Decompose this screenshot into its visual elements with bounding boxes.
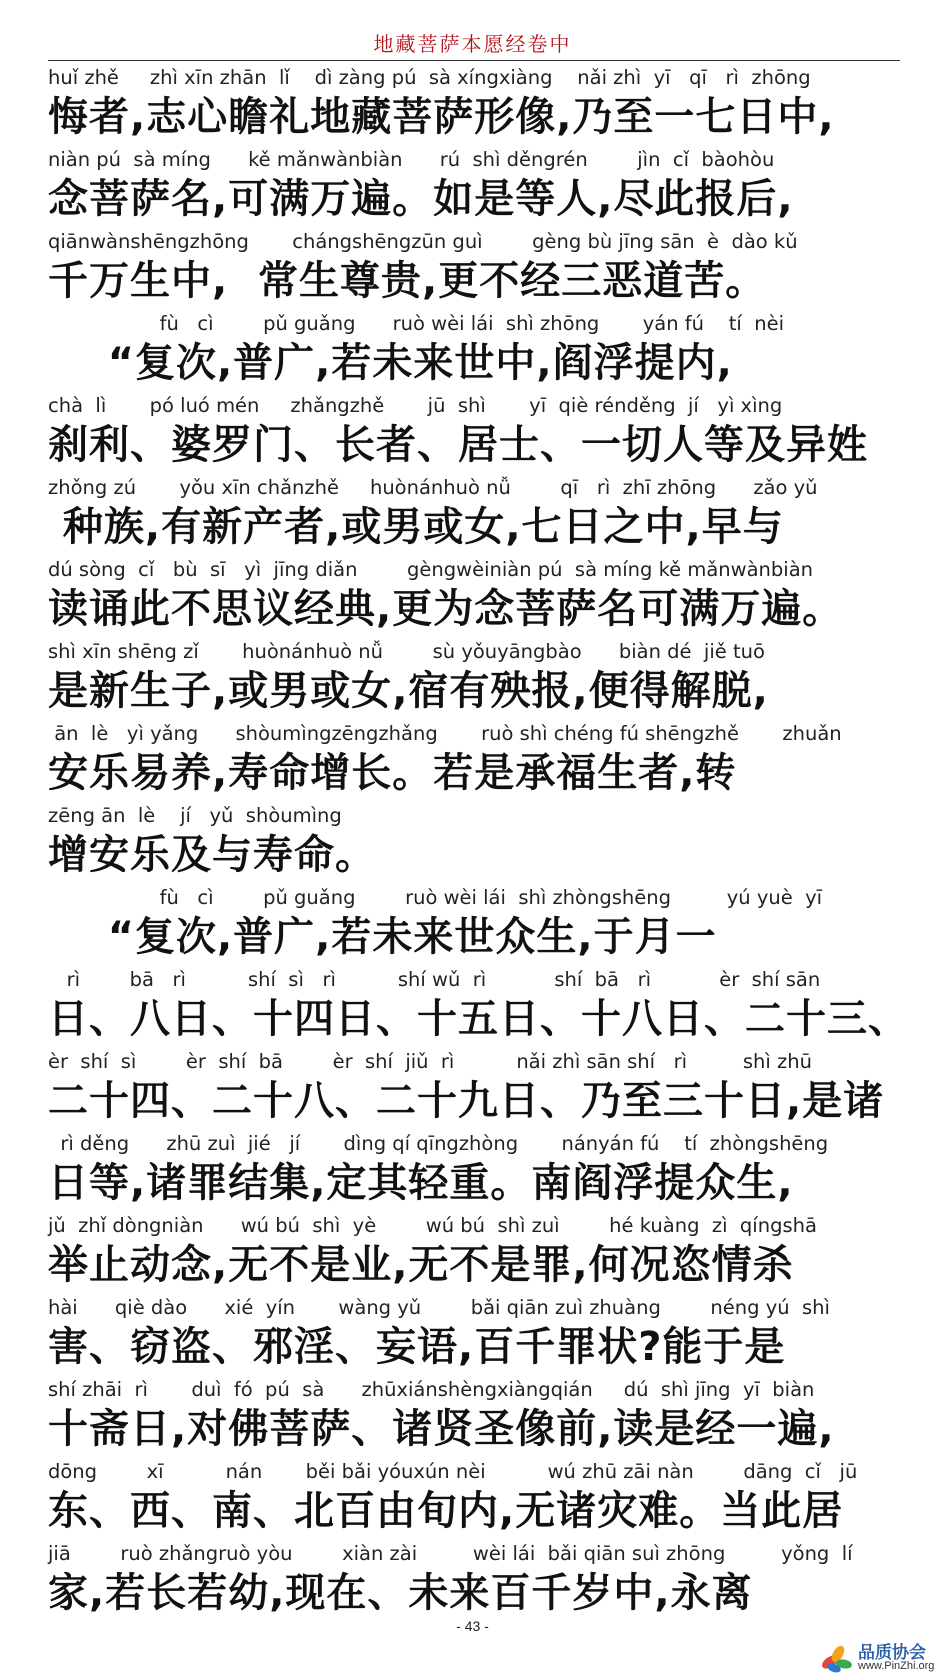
text-line	[48, 886, 908, 968]
scripture-text-block	[48, 66, 908, 1624]
text-line	[48, 1132, 908, 1214]
header-divider	[48, 60, 900, 61]
chinese-text: 刹利、婆罗门、长者、居士、一切人等及异姓	[48, 422, 868, 468]
watermark-title: 品质协会	[858, 1643, 926, 1663]
pinyin-annotation: shí zhāi rì duì fó pú sà zhūxiánshèngxiàngqián dú shì jīng yī biàn	[48, 1378, 815, 1401]
chinese-text: 举止动念,无不是业,无不是罪,何况恣情杀	[48, 1242, 794, 1288]
pinyin-annotation: shì xīn shēng zǐ huònánhuò nǚ sù yǒuyāngbào biàn dé jiě tuō	[48, 640, 765, 663]
text-line	[48, 312, 908, 394]
page-header-title: 地藏菩萨本愿经卷中	[373, 32, 572, 56]
text-line	[48, 640, 908, 722]
chinese-text: 安乐易养,寿命增长。若是承福生者,转	[48, 750, 737, 796]
text-line	[48, 394, 908, 476]
text-line	[48, 804, 908, 886]
pinyin-annotation: jǔ zhǐ dòngniàn wú bú shì yè wú bú shì zuì hé kuàng zì qíngshā	[48, 1214, 817, 1237]
chinese-text: 是新生子,或男或女,宿有殃报,便得解脱,	[48, 668, 769, 714]
chinese-text: 十斋日,对佛菩萨、诸贤圣像前,读是经一遍,	[48, 1406, 835, 1452]
chinese-text: “复次,普广,若未来世中,阎浮提内,	[48, 340, 733, 386]
text-line	[48, 476, 908, 558]
pinyin-annotation: dōng xī nán běi bǎi yóuxún nèi wú zhū zāi nàn dāng cǐ jū	[48, 1460, 858, 1483]
chinese-text: 读诵此不思议经典,更为念菩萨名可满万遍。	[48, 586, 844, 632]
chinese-text: 家,若长若幼,现在、未来百千岁中,永离	[48, 1570, 753, 1616]
pinyin-annotation: fù cì pǔ guǎng ruò wèi lái shì zhōng yán fú tí nèi	[48, 312, 785, 335]
pinyin-annotation: niàn pú sà míng kě mǎnwànbiàn rú shì děngrén jìn cǐ bàohòu	[48, 148, 775, 171]
pinyin-annotation: èr shí sì èr shí bā èr shí jiǔ rì nǎi zhì sān shí rì shì zhū	[48, 1050, 812, 1073]
text-line	[48, 66, 908, 148]
text-line	[48, 558, 908, 640]
pinyin-annotation: rì bā rì shí sì rì shí wǔ rì shí bā rì èr shí sān	[48, 968, 821, 991]
chinese-text: 增安乐及与寿命。	[48, 832, 376, 878]
text-line	[48, 722, 908, 804]
chinese-text: 念菩萨名,可满万遍。如是等人,尽此报后,	[48, 176, 794, 222]
text-line	[48, 230, 908, 312]
watermark-logo	[818, 1638, 938, 1676]
watermark-url: www.PinZhi.org	[858, 1660, 935, 1672]
text-line	[48, 1542, 908, 1624]
text-line	[48, 1378, 908, 1460]
chinese-text: “复次,普广,若未来世众生,于月一	[48, 914, 717, 960]
text-line	[48, 968, 908, 1050]
pinyin-annotation: rì děng zhū zuì jié jí dìng qí qīngzhòng nányán fú tí zhòngshēng	[48, 1132, 829, 1155]
chinese-text: 日等,诸罪结集,定其轻重。南阎浮提众生,	[48, 1160, 794, 1206]
pinyin-annotation: hài qiè dào xié yín wàng yǔ bǎi qiān zuì zhuàng néng yú shì	[48, 1296, 830, 1319]
pinyin-annotation: ān lè yì yǎng shòumìngzēngzhǎng ruò shì chéng fú shēngzhě zhuǎn	[48, 722, 842, 745]
text-line	[48, 1214, 908, 1296]
pinyin-annotation: zhǒng zú yǒu xīn chǎnzhě huònánhuò nǚ qī rì zhī zhōng zǎo yǔ	[48, 476, 818, 499]
text-line	[48, 1296, 908, 1378]
chinese-text: 东、西、南、北百由旬内,无诸灾难。当此居	[48, 1488, 844, 1534]
pinyin-annotation: jiā ruò zhǎngruò yòu xiàn zài wèi lái bǎi qiān suì zhōng yǒng lí	[48, 1542, 853, 1565]
chinese-text: 种族,有新产者,或男或女,七日之中,早与	[48, 504, 784, 550]
pinyin-annotation: fù cì pǔ guǎng ruò wèi lái shì zhòngshēng yú yuè yī	[48, 886, 823, 909]
pinyin-annotation: dú sòng cǐ bù sī yì jīng diǎn gèngwèiniàn pú sà míng kě mǎnwànbiàn	[48, 558, 814, 581]
chinese-text: 二十四、二十八、二十九日、乃至三十日,是诸	[48, 1078, 885, 1124]
page-number: - 43 -	[456, 1618, 489, 1634]
text-line	[48, 1460, 908, 1542]
pinyin-annotation: huǐ zhě zhì xīn zhān lǐ dì zàng pú sà xíngxiàng nǎi zhì yī qī rì zhōng	[48, 66, 811, 89]
flower-logo-icon	[818, 1640, 854, 1674]
chinese-text: 日、八日、十四日、十五日、十八日、二十三、	[48, 996, 909, 1042]
text-line	[48, 1050, 908, 1132]
pinyin-annotation: zēng ān lè jí yǔ shòumìng	[48, 804, 342, 827]
chinese-text: 悔者,志心瞻礼地藏菩萨形像,乃至一七日中,	[48, 94, 835, 140]
pinyin-annotation: qiānwànshēngzhōng chángshēngzūn guì gèng bù jīng sān è dào kǔ	[48, 230, 798, 253]
pinyin-annotation: chà lì pó luó mén zhǎngzhě jū shì yī qiè rénděng jí yì xìng	[48, 394, 783, 417]
chinese-text: 害、窃盗、邪淫、妄语,百千罪状?能于是	[48, 1324, 786, 1370]
chinese-text: 千万生中, 常生尊贵,更不经三恶道苦。	[48, 258, 767, 304]
text-line	[48, 148, 908, 230]
